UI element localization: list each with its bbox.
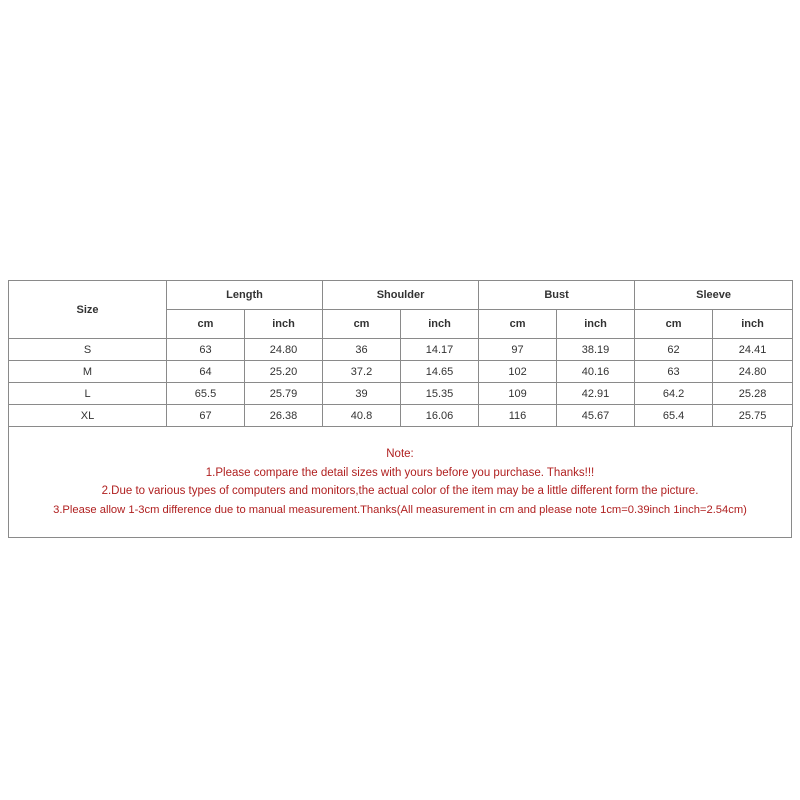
- table-cell: 16.06: [401, 405, 479, 427]
- note-line: 2.Due to various types of computers and monitors,the actual color of the item may be a little different form the picture.: [101, 485, 699, 497]
- table-cell: 14.17: [401, 339, 479, 361]
- table-cell: 63: [635, 361, 713, 383]
- table-row: [9, 361, 793, 383]
- table-cell: 97: [479, 339, 557, 361]
- table-cell: 25.79: [245, 383, 323, 405]
- table-cell: 39: [323, 383, 401, 405]
- table-cell: 64.2: [635, 383, 713, 405]
- size-cell: L: [9, 383, 167, 405]
- table-cell: 40.16: [557, 361, 635, 383]
- table-cell: 36: [323, 339, 401, 361]
- note-line: 3.Please allow 1-3cm difference due to manual measurement.Thanks(All measurement in cm and please note 1cm=0.39inch 1inch=2.54cm): [53, 503, 747, 516]
- table-cell: 63: [167, 339, 245, 361]
- unit-header: inch: [557, 310, 635, 339]
- size-cell: M: [9, 361, 167, 383]
- table-row: [9, 405, 793, 427]
- table-cell: 25.28: [713, 383, 793, 405]
- table-cell: 40.8: [323, 405, 401, 427]
- table-cell: 24.80: [245, 339, 323, 361]
- table-cell: 45.67: [557, 405, 635, 427]
- sleeve-header: Sleeve: [635, 281, 793, 310]
- size-chart: [8, 280, 792, 538]
- note-line: 1.Please compare the detail sizes with yours before you purchase. Thanks!!!: [205, 466, 595, 479]
- unit-header: inch: [401, 310, 479, 339]
- size-header: Size: [9, 281, 167, 339]
- shoulder-header: Shoulder: [323, 281, 479, 310]
- table-cell: 65.5: [167, 383, 245, 405]
- table-cell: 116: [479, 405, 557, 427]
- unit-header: cm: [479, 310, 557, 339]
- table-cell: 67: [167, 405, 245, 427]
- table-cell: 25.75: [713, 405, 793, 427]
- size-table: [8, 280, 793, 427]
- table-cell: 102: [479, 361, 557, 383]
- table-cell: 15.35: [401, 383, 479, 405]
- table-cell: 14.65: [401, 361, 479, 383]
- size-cell: XL: [9, 405, 167, 427]
- unit-header: cm: [323, 310, 401, 339]
- table-cell: 25.20: [245, 361, 323, 383]
- size-cell: S: [9, 339, 167, 361]
- table-cell: 62: [635, 339, 713, 361]
- table-cell: 26.38: [245, 405, 323, 427]
- table-cell: 64: [167, 361, 245, 383]
- unit-header: inch: [245, 310, 323, 339]
- notes-box: [8, 427, 792, 538]
- table-cell: 65.4: [635, 405, 713, 427]
- unit-header: inch: [713, 310, 793, 339]
- bust-header: Bust: [479, 281, 635, 310]
- table-row: [9, 383, 793, 405]
- unit-header: cm: [635, 310, 713, 339]
- table-cell: 109: [479, 383, 557, 405]
- table-cell: 37.2: [323, 361, 401, 383]
- table-cell: 42.91: [557, 383, 635, 405]
- table-cell: 38.19: [557, 339, 635, 361]
- table-row: [9, 339, 793, 361]
- note-title: Note:: [386, 448, 414, 460]
- table-cell: 24.80: [713, 361, 793, 383]
- unit-header: cm: [167, 310, 245, 339]
- table-cell: 24.41: [713, 339, 793, 361]
- length-header: Length: [167, 281, 323, 310]
